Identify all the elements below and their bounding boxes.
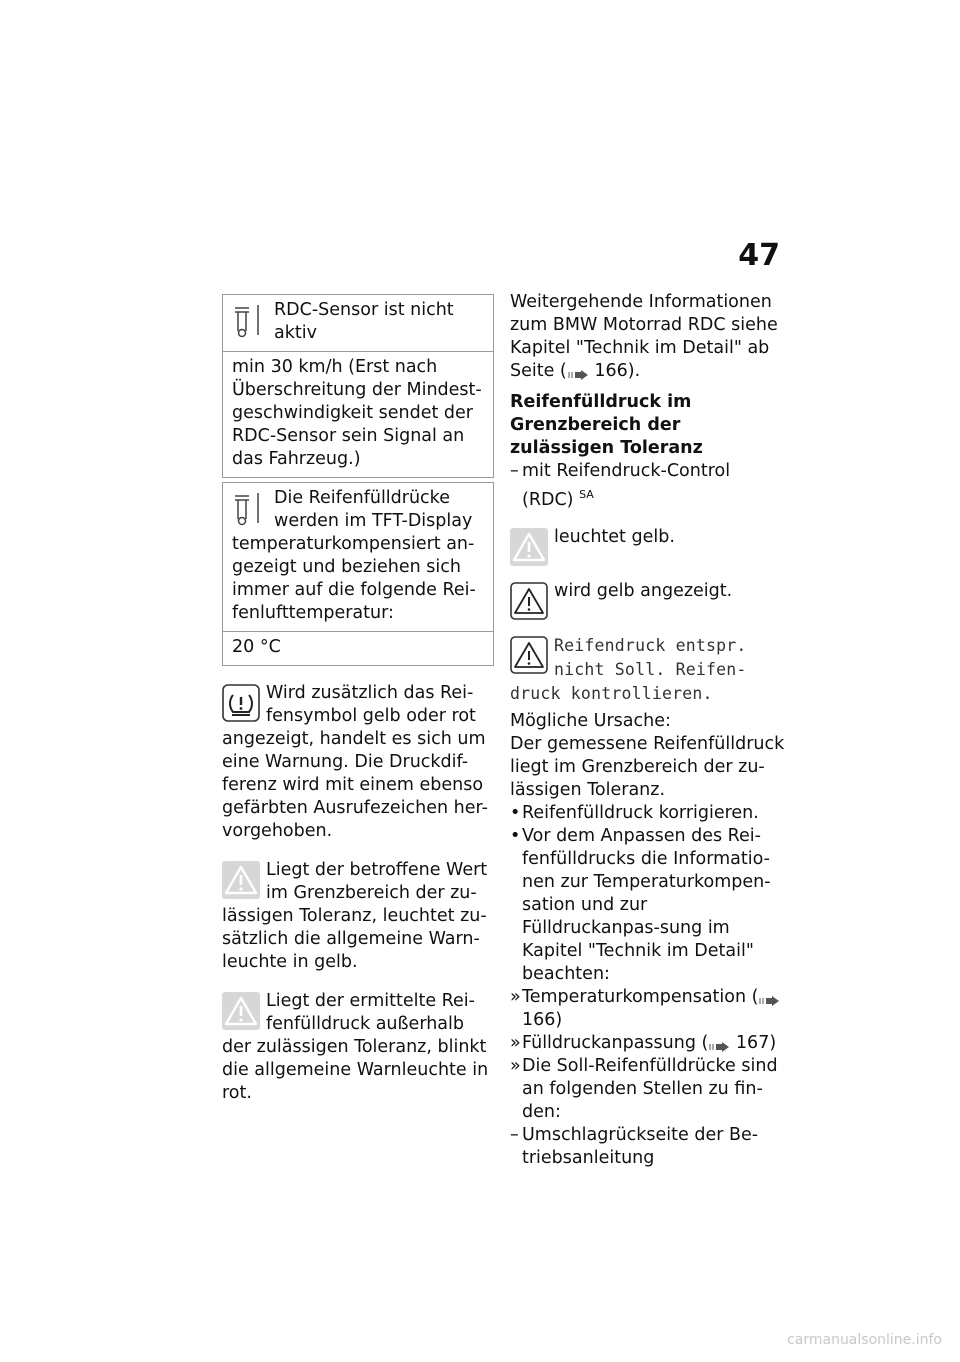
warning-icon [222,992,260,1030]
option-item: – mit Reifendruck-Control (RDC) $^{SA}$ [510,461,731,510]
reference-item: » Fülldruckanpassung ( 167) [510,1032,777,1053]
watermark-logo: carmanualsonline.info [787,1332,942,1348]
page-reference-icon [758,991,780,1003]
bullet-item: • Reifenfülldruck korrigieren. [510,802,759,823]
warning-icon [222,861,260,899]
page-reference-icon [708,1037,730,1049]
note-title: Die Reifenfülldrücke werden im TFT-Display temperaturkompensiert an-gezeigt und beziehen sich immer auf die folgende Rei-fenlufttemperatur: [232,488,476,623]
section-heading: Reifenfülldruck im Grenzbereich der zulässigen Toleranz [510,392,703,458]
dash-item: – Umschlagrückseite der Be-triebsanleitung [510,1124,759,1168]
warning-icon [510,528,548,566]
page-reference-icon [567,365,589,377]
indicator-line-display: wird gelb angezeigt. [510,580,785,622]
paragraph-tire-symbol: Wird zusätzlich das Rei-fensymbol gelb oder rot angezeigt, handelt es sich um eine Warnung. Die Druckdif-ferenz wird mit einem ebenso gefärbten Ausrufezeichen her-vorgehoben. [222,683,488,841]
note-body: min 30 km/h (Erst nach Überschreitung der Mindest-geschwindigkeit sendet der RDC-Sensor sein Signal an das Fahrzeug.) [223,351,493,477]
warning-display-icon [510,636,548,674]
note-body: 20 °C [223,631,493,665]
reference-item: » Die Soll-Reifenfülldrücke sind an folgenden Stellen zu fin-den: [510,1055,778,1122]
bullet-item: • Vor dem Anpassen des Rei-fenfülldrucks die Informatio-nen zur Temperaturkompen-sation und zur Fülldruckanpas-sung im Kapitel "Technik im Detail" beachten: [510,825,771,984]
tire-pressure-icon [222,684,260,722]
note-icon [232,301,264,339]
note-box-temperature [222,482,494,666]
right-column [510,291,785,1170]
note-box-sensor [222,294,494,478]
paragraph-yellow-warning: Liegt der betroffene Wert im Grenzbereich der zu-lässigen Toleranz, leuchtet zu-sätzlich die allgemeine Warn-leuchte in gelb. [222,860,488,972]
cause-text: Der gemessene Reifenfülldruck liegt im Grenzbereich der zu-lässigen Toleranz. [510,733,785,800]
paragraph-more-info: Weitergehende Informationen zum BMW Motorrad RDC siehe Kapitel "Technik im Detail" ab Seite ( 166). [510,292,778,381]
paragraph-red-warning: Liegt der ermittelte Rei-fenfülldruck außerhalb der zulässigen Toleranz, blinkt die allgemeine Warnleuchte in rot. [222,991,489,1103]
reference-item: » Temperaturkompensation ( 166) [510,986,785,1032]
warning-display-icon [510,582,548,620]
page-number: 47 [738,238,780,273]
left-column [222,294,494,1105]
indicator-line-yellow: leuchtet gelb. [510,526,785,568]
note-icon [232,489,264,527]
cause-label: Mögliche Ursache: [510,710,671,731]
note-title: RDC-Sensor ist nicht aktiv [274,300,454,343]
display-message: Reifendruck entspr. nicht Soll. Reifen-druck kontrollieren. [510,635,747,703]
option-badge: SA [579,488,594,501]
